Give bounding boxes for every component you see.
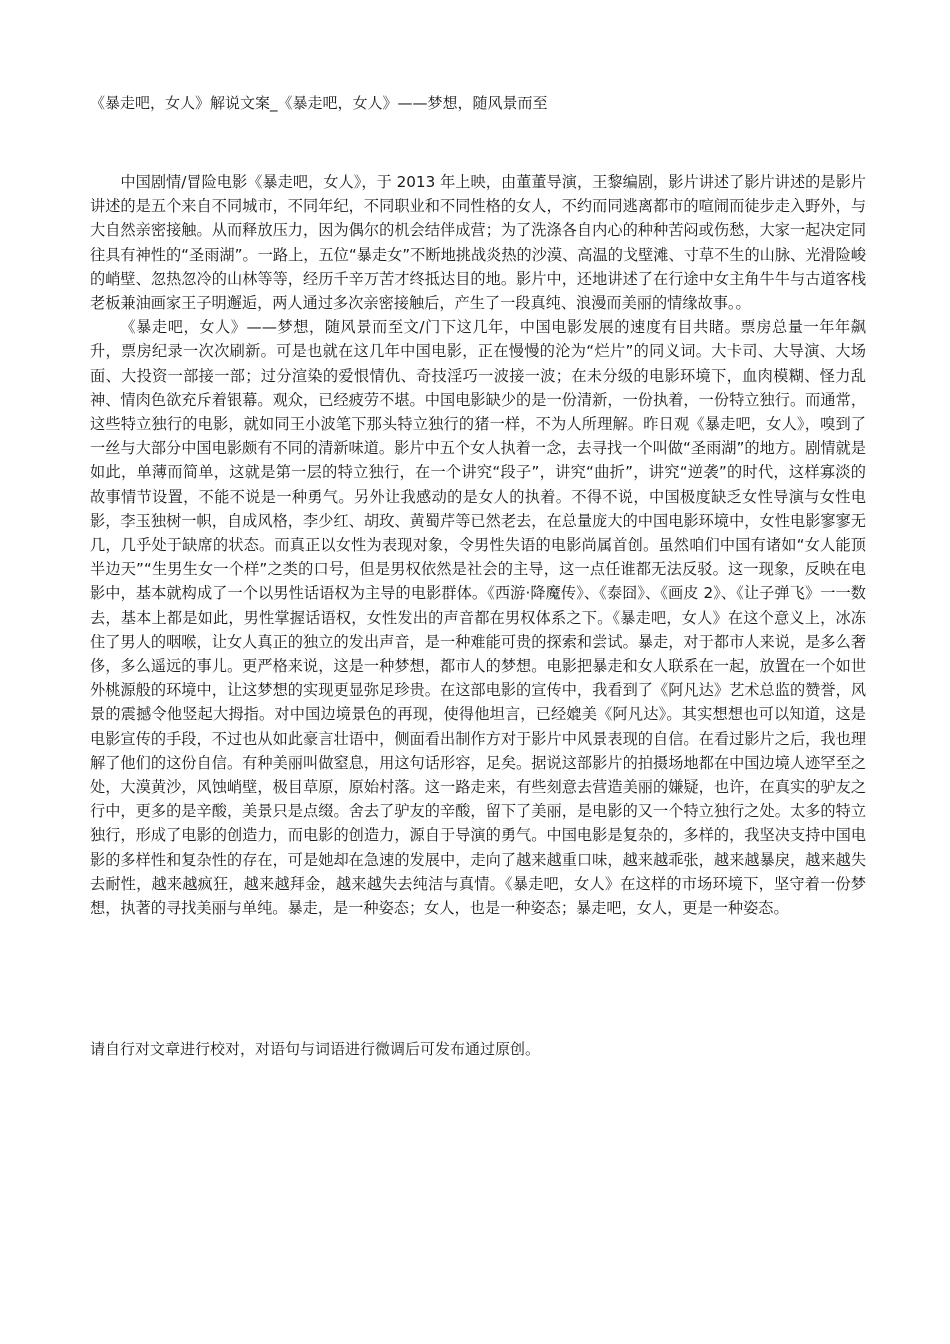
- article-body: [90, 170, 866, 920]
- article-paragraph: 中国剧情/冒险电影《暴走吧，女人》，于 2013 年上映，由董董导演，王黎编剧，影片讲述了影片讲述的是影片讲述的是五个来自不同城市，不同年纪，不同职业和不同性格的女人，不约而同逃离都市的喧闹而徒步走入野外，与大自然亲密接触。从而释放压力，因为偶尔的机会结伴成营；为了洗涤各自内心的种种苦闷或伤愁，大家一起决定同往具有神性的“圣雨湖”。一路上，五位“暴走女”不断地挑战炎热的沙漠、高温的戈壁滩、寸草不生的山脉、光滑险峻的峭壁、忽热忽冷的山林等等，经历千辛万苦才终抵达目的地。影片中，还地讲述了在行途中女主角牛牛与古道客栈老板兼油画家王子明邂逅，两人通过多次亲密接触后，产生了一段真纯、浪漫而美丽的情缘故事。。: [90, 173, 866, 313]
- article-paragraph: 《暴走吧，女人》——梦想，随风景而至文/门下这几年，中国电影发展的速度有目共睹。票房总量一年年飙升，票房纪录一次次刷新。可是也就在这几年中国电影，正在慢慢的沦为“烂片”的同义词。大卡司、大导演、大场面、大投资一部接一部；过分渲染的爱恨情仇、奇技淫巧一波接一波；在未分级的电影环境下，血肉模糊、怪力乱神、情肉色欲充斥着银幕。观众，已经疲劳不堪。中国电影缺少的是一份清新，一份执着，一份特立独行。而通常，这些特立独行的电影，就如同王小波笔下那头特立独行的猪一样，不为人所理解。昨日观《暴走吧，女人》，嗅到了一丝与大部分中国电影颇有不同的清新味道。影片中五个女人执着一念，去寻找一个叫做“圣雨湖”的地方。剧情就是如此，单薄而简单，这就是第一层的特立独行，在一个讲究“段子”，讲究“曲折”，讲究“逆袭”的时代，这样寡淡的故事情节设置，不能不说是一种勇气。另外让我感动的是女人的执着。不得不说，中国极度缺乏女性导演与女性电影，李玉独树一帜，自成风格，李少红、胡玫、黄蜀芹等已然老去，在总量庞大的中国电影环境中，女性电影寥寥无几，几乎处于缺席的状态。而真正以女性为表现对象，令男性失语的电影尚属首创。虽然咱们中国有诸如“女人能顶半边天”“生男生女一个样”之类的口号，但是男权依然是社会的主导，这一点任谁都无法反驳。这一现象，反映在电影中，基本就构成了一个以男性话语权为主导的电影群体。《西游·降魔传》、《泰囧》、《画皮 2》、《让子弹飞》一一数去，基本上都是如此，男性掌握话语权，女性发出的声音都在男权体系之下。《暴走吧，女人》在这个意义上，冰冻住了男人的咽喉，让女人真正的独立的发出声音，是一种难能可贵的探索和尝试。暴走，对于都市人来说，是多么奢侈，多么遥远的事儿。更严格来说，这是一种梦想，都市人的梦想。电影把暴走和女人联系在一起，放置在一个如世外桃源般的环境中，让这梦想的实现更显弥足珍贵。在这部电影的宣传中，我看到了《阿凡达》艺术总监的赞誉，风景的震撼令他竖起大拇指。对中国边境景色的再现，使得他坦言，已经媲美《阿凡达》。其实想想也可以知道，这是电影宣传的手段，不过也从如此豪言壮语中，侧面看出制作方对于影片中风景表现的自信。在看过影片之后，我也理解了他们的这份自信。有种美丽叫做窒息，用这句话形容，足矣。据说这部影片的拍摄场地都在中国边境人迹罕至之处，大漠黄沙，风蚀峭壁，极目草原，原始村落。这一路走来，有些刻意去营造美丽的嫌疑，也许，在真实的驴友之行中，更多的是辛酸，美景只是点缀。舍去了驴友的辛酸，留下了美丽，是电影的又一个特立独行之处。太多的特立独行，形成了电影的创造力，而电影的创造力，源自于导演的勇气。中国电影是复杂的，多样的，我坚决支持中国电影的多样性和复杂性的存在，可是她却在急速的发展中，走向了越来越重口味，越来越乖张，越来越暴戾，越来越失去耐性，越来越疯狂，越来越拜金，越来越失去纯洁与真情。《暴走吧，女人》在这样的市场环境下，坚守着一份梦想，执著的寻找美丽与单纯。暴走，是一种姿态；女人，也是一种姿态；暴走吧，女人，更是一种姿态。: [90, 318, 866, 918]
- document-title: 《暴走吧，女人》解说文案_《暴走吧，女人》——梦想，随风景而至: [90, 94, 548, 112]
- footer-note: 请自行对文章进行校对，对语句与词语进行微调后可发布通过原创。: [90, 1040, 541, 1058]
